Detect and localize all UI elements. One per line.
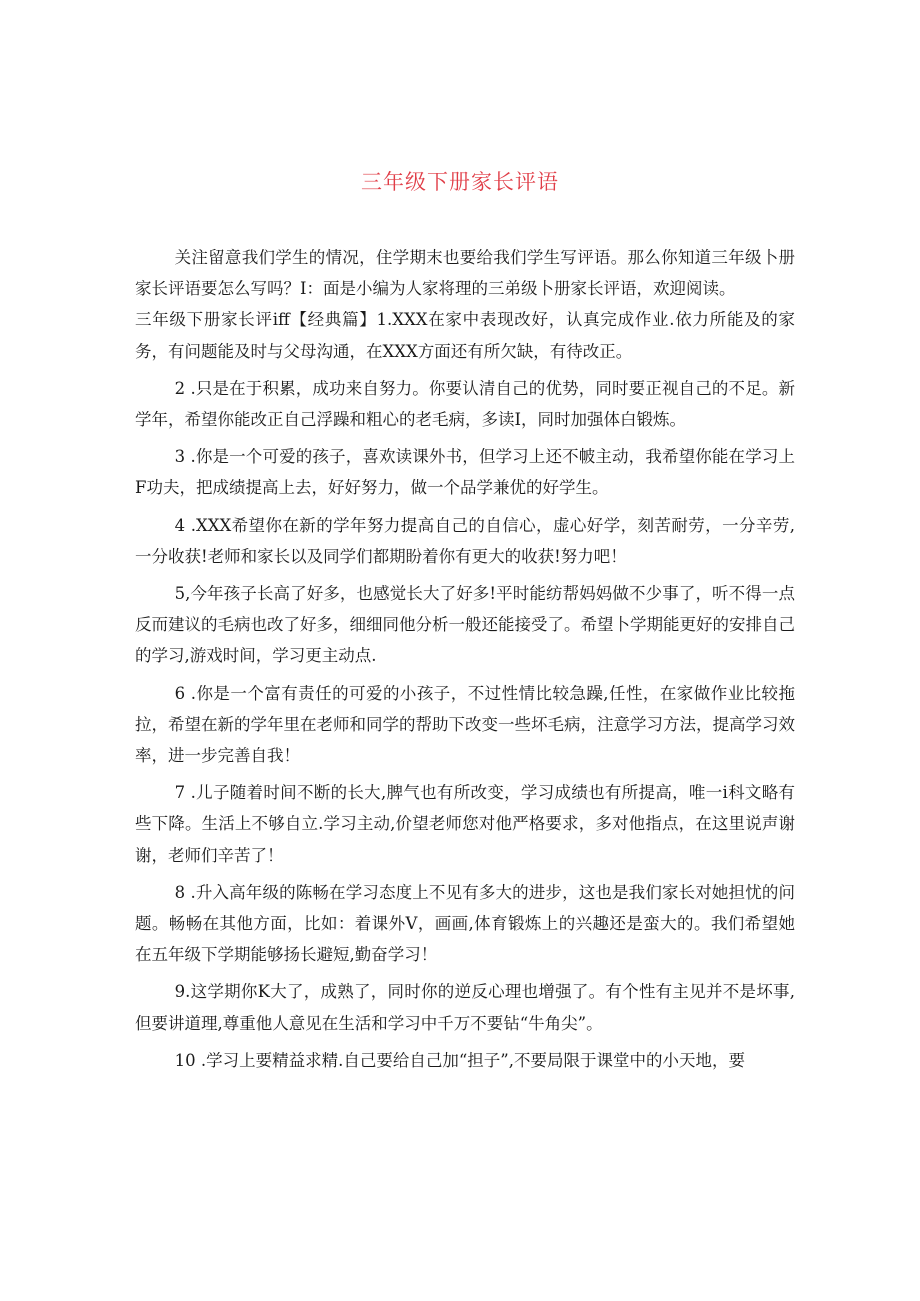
intro-paragraph: 关注留意我们学生的情况，住学期末也要给我们学生写评语。那么你知道三年级卜册家长评语要怎么写吗？I：面是小编为人家将理的三弟级卜册家长评语，欢迎阅读。 bbox=[135, 248, 795, 299]
comment-paragraph-3: 3 .你是一个可爱的孩子，喜欢读课外书，但学习上还不帔主动，我希望你能在学习上F功夫，把成绩提高上去，好好努力，做一个品学兼优的好学生。 bbox=[135, 447, 795, 498]
document-body bbox=[135, 242, 795, 1076]
comment-paragraph-7: 7 .儿子随着时间不断的长大,脾气也有所改变，学习成绩也有所提高，唯一i科文略有些下降。生活上不够自立.学习主动,价望老师您对他严格要求，多对他指点，在这里说声谢谢，老师们辛苦了！ bbox=[135, 783, 795, 865]
comment-paragraph-10: 10 .学习上要精益求精.自己要给自己加“担子”,不要局限于课堂中的小天地，要 bbox=[174, 1050, 745, 1070]
comment-paragraph-4: 4 .XXX希望你在新的学年努力提高自己的自信心，虚心好学，刻苦耐劳，一分辛劳,一分收获!老师和家长以及同学们都期盼着你有更大的收获!努力吧！ bbox=[135, 515, 795, 566]
comment-paragraph-5: 5,今年孩子长高了好多，也感觉长大了好多!平时能纺帮妈妈做不少事了，听不得一点反而建议的毛病也改了好多，细细同他分析一般还能接受了。希望卜学期能更好的安排自己的学习,游戏时间，学习更主动点. bbox=[135, 584, 795, 666]
comment-paragraph-6: 6 .你是一个富有责任的可爱的小孩子，不过性情比较急躁,任性，在家做作业比较拖拉，希望在新的学年里在老师和同学的帮助下改变一些坏毛病，注意学习方法，提高学习效率，进一步完善自我！ bbox=[135, 683, 795, 766]
comment-paragraph-1: 三年级下册家长评iff【经典篇】1.XXX在家中表现改好，认真完成作业.依力所能及的家务，有问题能及时与父母沟通，在XXX方面还有所欠缺，有待改正。 bbox=[135, 310, 795, 361]
comment-paragraph-8: 8 .升入高年级的陈畅在学习态度上不见有多大的进步，这也是我们家长对她担忧的问题。畅畅在其他方面，比如：着课外V，画画,体育锻炼上的兴趣还是蛮大的。我们希望她在五年级下学期能够扬长避短,勤奋学习！ bbox=[135, 882, 795, 965]
comment-paragraph-9: 9.这学期你K大了，成熟了，同时你的逆反心理也增强了。有个性有主见并不是坏事,但要讲道理,尊重他人意见在生活和学习中千万不要钻“牛角尖”。 bbox=[135, 982, 795, 1033]
comment-paragraph-2: 2 .只是在于积累，成功来自努力。你要认清自己的优势，同时要正视自己的不足。新学年，希望你能改正自己浮躁和粗心的老毛病，多读I，同时加强体白锻炼。 bbox=[135, 378, 795, 430]
document-title: 三年级下册家长评语 bbox=[361, 170, 559, 194]
